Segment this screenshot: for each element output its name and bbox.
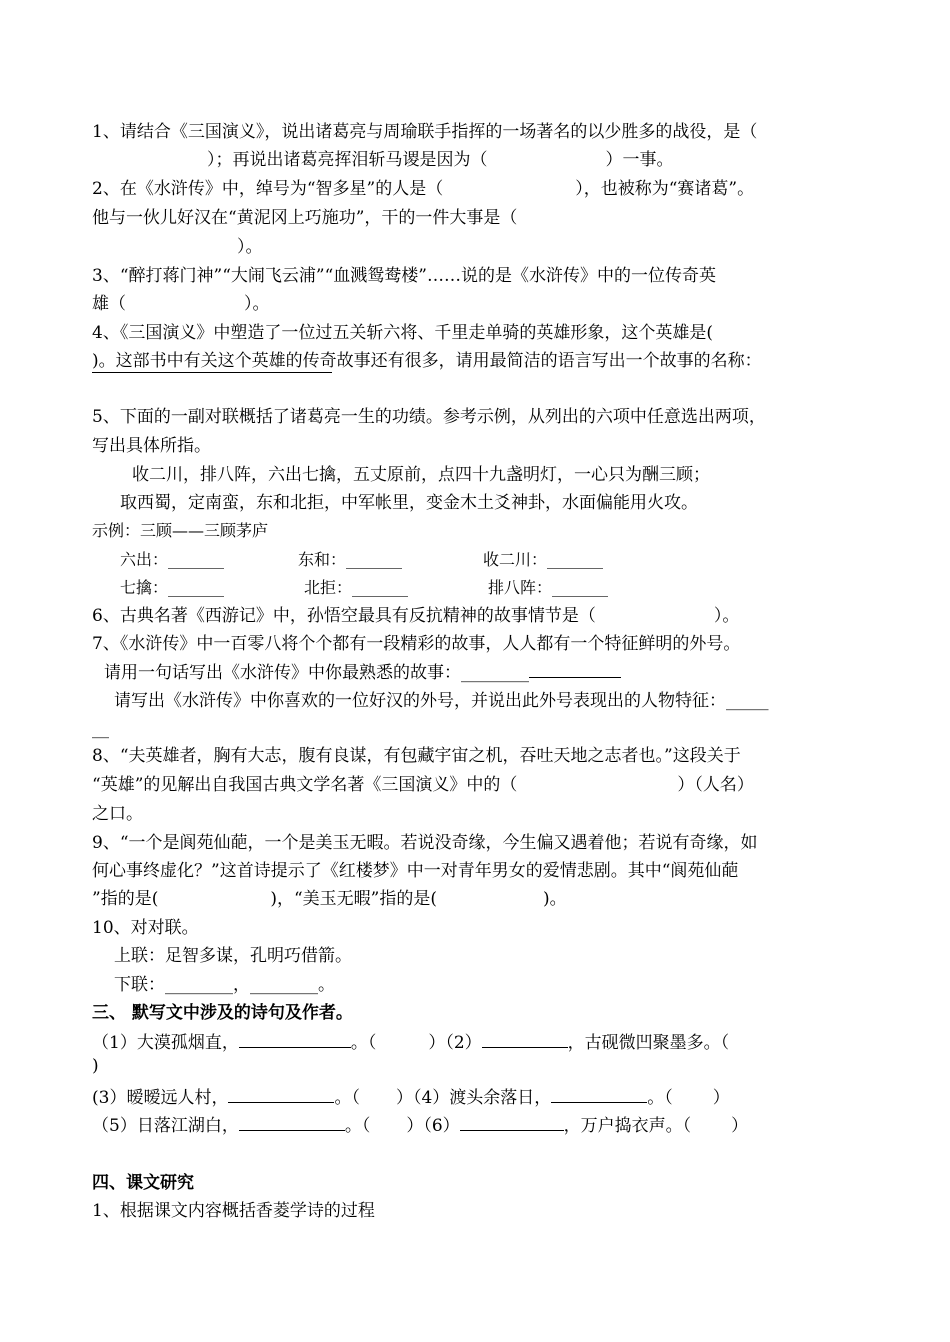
q7-line2: 请用一句话写出《水浒传》中你最熟悉的故事：________ [104,661,621,685]
q8-line2: “英雄”的见解出自我国古典文学名著《三国演义》中的（ ）（人名） [92,775,754,795]
poem-blank-3[interactable] [228,1086,334,1103]
q6-line1: 6、古典名著《西游记》中，孙悟空最具有反抗精神的故事情节是（ ）。 [92,606,740,626]
q5-item-donghe[interactable]: 东和：_______ [298,550,403,569]
q5-example: 示例：三顾——三顾茅庐 [92,521,269,540]
q5-items-row2 [120,577,703,601]
q1-line2: ）；再说出诸葛亮挥泪斩马谡是因为（ ）一事。 [207,150,674,170]
q3-line2: 雄（ ）。 [92,294,270,314]
q4-line1: 4、《三国演义》中塑造了一位过五关斩六将、千里走单骑的英雄形象，这个英雄是( [92,323,713,343]
q5-item-paibazhen[interactable]: 排八阵：_______ [488,578,609,597]
q7-line4: __ [92,719,109,739]
poem-blank-1[interactable] [239,1031,351,1048]
q10-title: 10、对对联。 [92,918,199,938]
q2-line1: 2、在《水浒传》中，绰号为“智多星”的人是（ ），也被称为“赛诸葛”。 [92,179,755,199]
q5-line1: 5、下面的一副对联概括了诸葛亮一生的功绩。参考示例，从列出的六项中任意选出两项， [92,407,766,427]
q2-line2: 他与一伙儿好汉在“黄泥冈上巧施功”，干的一件大事是（ [92,208,518,228]
poem-blank-5[interactable] [239,1114,345,1131]
q4-line2: )。这部书中有关这个英雄的传奇故事还有很多，请用最简洁的语言写出一个故事的名称： [92,351,762,371]
q5-line2: 写出具体所指。 [92,436,211,456]
q10-lower-couplet[interactable]: 下联：________，________。 [114,975,335,995]
q8-line3: 之口。 [92,804,143,824]
q9-line3: ”指的是( )，“美玉无暇”指的是( )。 [92,889,567,909]
q9-line1: 9、“一个是阆苑仙葩，一个是美玉无暇。若说没奇缘，今生偏又遇着他；若说有奇缘，如 [92,833,758,853]
q5-item-shouerchuan[interactable]: 收二川：_______ [483,550,604,569]
q5-item-liuchu[interactable]: 六出：_______ [120,550,225,569]
q8-line1: 8、“夫英雄者，胸有大志，腹有良谋，有包藏宇宙之机，吞吐天地之志者也。”这段关于 [92,746,741,766]
q2-line3: ）。 [237,237,263,257]
q1-line1: 1、请结合《三国演义》，说出诸葛亮与周瑜联手指挥的一场著名的以少胜多的战役，是（ [92,122,758,142]
poem-blank-6[interactable] [460,1114,564,1131]
q5-item-beiju[interactable]: 北拒：_______ [304,578,409,597]
poem-row2: (3）暧暧远人村， 。（ ）（4）渡头余落日， 。（ ） [92,1088,730,1108]
q10-upper-couplet: 上联：足智多谋，孔明巧借箭。 [114,946,352,966]
q5-items-row1 [120,549,698,573]
q5-item-qiqin[interactable]: 七擒：_______ [120,578,225,597]
q7-line3: 请写出《水浒传》中你喜欢的一位好汉的外号，并说出此外号表现出的人物特征：_____ [114,691,769,711]
poem-blank-2[interactable] [482,1031,568,1048]
q9-line2: 何心事终虚化？”这首诗提示了《红楼梦》中一对青年男女的爱情悲剧。其中“阆苑仙葩 [92,861,739,881]
q7-line1: 7、《水浒传》中一百零八将个个都有一段精彩的故事，人人都有一个特征鲜明的外号。 [92,634,741,654]
section4-q1: 1、根据课文内容概括香菱学诗的过程 [92,1201,375,1221]
q3-line1: 3、“醉打蒋门神”“大闹飞云浦”“血溅鸳鸯楼”……说的是《水浒传》中的一位传奇英 [92,266,716,286]
couplet-upper: 收二川，排八阵，六出七擒，五丈原前，点四十九盏明灯，一心只为酬三顾； [132,465,710,485]
couplet-lower: 取西蜀，定南蛮，东和北拒，中军帐里，变金木土爻神卦，水面偏能用火攻。 [120,493,698,513]
section4-title: 四、课文研究 [92,1173,194,1193]
poem-row1: （1）大漠孤烟直， 。（ ）（2） ，古砚微凹聚墨多。（ [92,1033,730,1053]
q7-story-blank[interactable] [529,661,621,678]
poem-blank-4[interactable] [551,1086,647,1103]
poem-row3: （5）日落江湖白， 。（ ）（6） ，万户捣衣声。（ ） [92,1116,749,1136]
section3-title: 三、 默写文中涉及的诗句及作者。 [92,1003,353,1023]
poem-row1-wrap: ) [92,1056,99,1076]
q4-answer-line[interactable] [92,372,332,373]
